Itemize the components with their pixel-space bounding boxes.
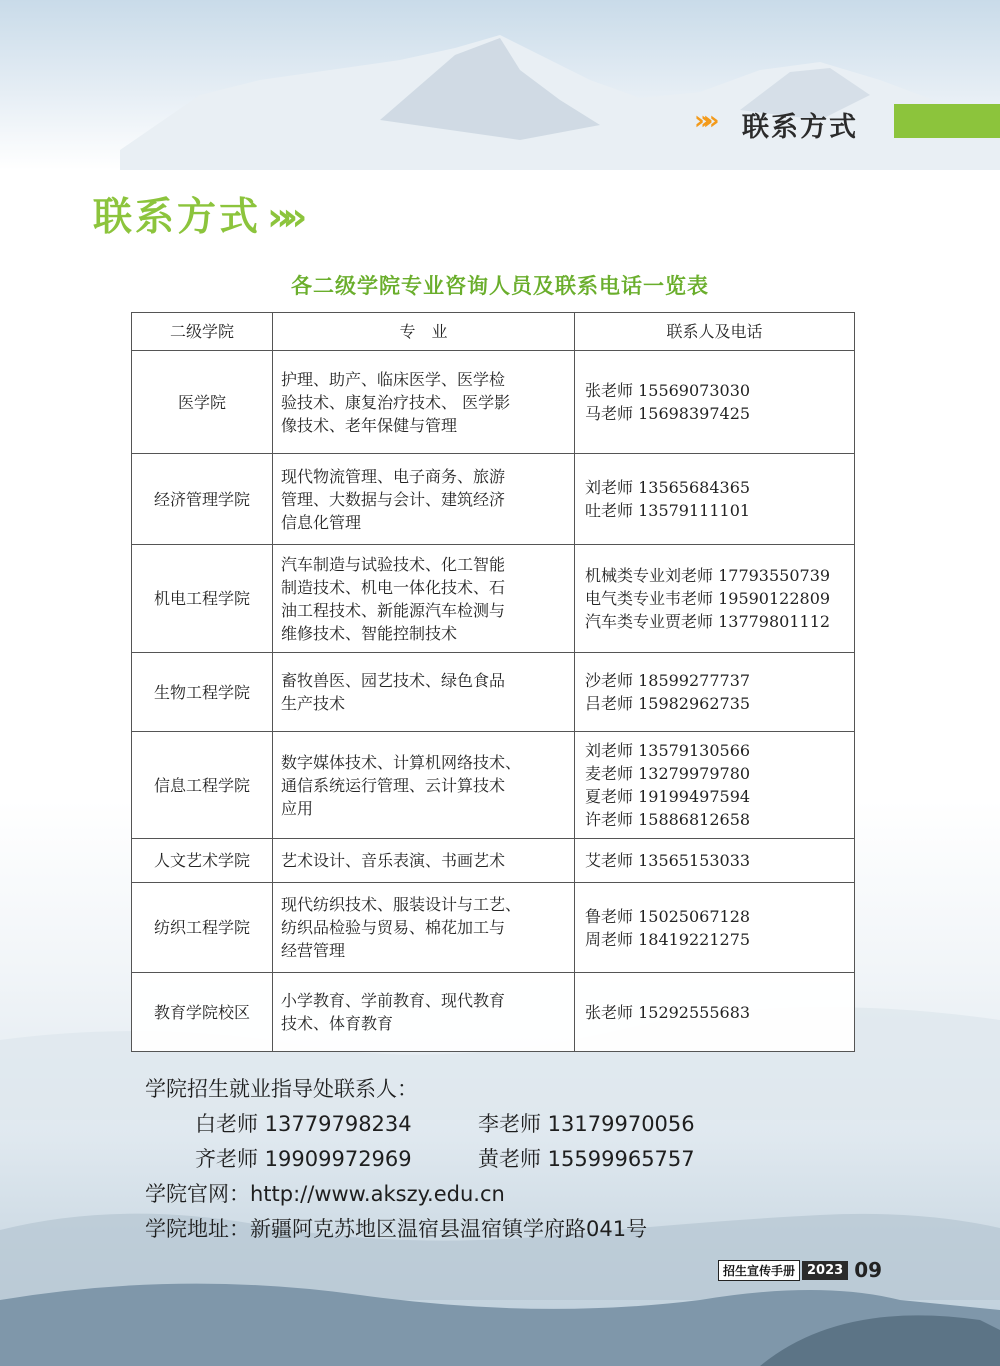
contact-line: 张老师 15292555683 bbox=[585, 1002, 751, 1022]
contact-cell bbox=[575, 732, 855, 839]
contact-line: 艾老师 13565153033 bbox=[585, 851, 751, 870]
major-line: 通信系统运行管理、云计算技术 bbox=[281, 775, 506, 795]
major-cell bbox=[273, 883, 575, 973]
contact-cell bbox=[575, 351, 855, 454]
major-cell bbox=[273, 732, 575, 839]
major-line: 现代物流管理、电子商务、旅游 bbox=[281, 466, 506, 486]
major-line: 艺术设计、音乐表演、书画艺术 bbox=[281, 851, 506, 870]
booklet-label: 招生宣传手册 bbox=[718, 1260, 800, 1281]
contact-cell bbox=[575, 653, 855, 732]
major-line: 验技术、康复治疗技术、 医学影 bbox=[281, 392, 511, 412]
table-row bbox=[132, 973, 855, 1052]
table-row bbox=[132, 883, 855, 973]
page-footer-mark bbox=[718, 1259, 882, 1281]
contact-line: 麦老师 13279979780 bbox=[585, 764, 751, 783]
major-line: 应用 bbox=[281, 798, 314, 818]
section-tab bbox=[690, 104, 1000, 143]
major-cell bbox=[273, 973, 575, 1052]
major-line: 技术、体育教育 bbox=[281, 1014, 394, 1033]
admissions-contact-block bbox=[145, 1072, 695, 1247]
major-line: 信息化管理 bbox=[281, 512, 362, 532]
chevron-right-icon: »» bbox=[694, 106, 712, 136]
contact-line: 马老师 15698397425 bbox=[585, 404, 751, 423]
major-line: 现代纺织技术、服装设计与工艺、 bbox=[281, 895, 522, 914]
contact-person: 白老师 13779798234 bbox=[195, 1112, 412, 1136]
major-cell bbox=[273, 653, 575, 732]
college-cell: 教育学院校区 bbox=[132, 973, 273, 1052]
table-header-row bbox=[132, 313, 855, 351]
contact-line: 周老师 18419221275 bbox=[585, 929, 751, 949]
major-line: 生产技术 bbox=[281, 694, 346, 713]
contact-cell bbox=[575, 454, 855, 545]
table-row bbox=[132, 454, 855, 545]
contact-person: 李老师 13179970056 bbox=[478, 1112, 695, 1136]
major-line: 护理、助产、临床医学、医学检 bbox=[281, 369, 506, 389]
contact-line: 刘老师 13579130566 bbox=[585, 741, 751, 760]
college-cell: 经济管理学院 bbox=[132, 454, 273, 545]
major-line: 油工程技术、新能源汽车检测与 bbox=[281, 600, 506, 620]
major-line: 数字媒体技术、计算机网络技术、 bbox=[281, 752, 522, 772]
major-line: 像技术、老年保健与管理 bbox=[281, 415, 458, 435]
major-line: 汽车制造与试验技术、化工智能 bbox=[281, 554, 506, 574]
college-cell: 机电工程学院 bbox=[132, 545, 273, 653]
college-cell: 生物工程学院 bbox=[132, 653, 273, 732]
contact-line: 许老师 15886812658 bbox=[585, 810, 751, 829]
table-row bbox=[132, 351, 855, 454]
contact-line: 汽车类专业贾老师 13779801112 bbox=[585, 612, 831, 631]
contact-person: 齐老师 19909972969 bbox=[195, 1147, 412, 1171]
office-label: 学院招生就业指导处联系人： bbox=[145, 1077, 418, 1101]
chevron-right-icon: »» bbox=[267, 195, 298, 240]
table-row bbox=[132, 839, 855, 883]
major-line: 维修技术、智能控制技术 bbox=[281, 623, 458, 643]
address-line: 学院地址：新疆阿克苏地区温宿县温宿镇学府路041号 bbox=[145, 1217, 648, 1241]
contact-line: 吐老师 13579111101 bbox=[585, 501, 751, 520]
table-row bbox=[132, 732, 855, 839]
page-number: 09 bbox=[854, 1258, 883, 1282]
contact-line: 刘老师 13565684365 bbox=[585, 478, 751, 497]
contact-line: 鲁老师 15025067128 bbox=[585, 906, 751, 926]
contact-cell bbox=[575, 883, 855, 973]
column-header: 二级学院 bbox=[132, 313, 273, 351]
major-cell bbox=[273, 545, 575, 653]
college-cell: 信息工程学院 bbox=[132, 732, 273, 839]
table-title: 各二级学院专业咨询人员及联系电话一览表 bbox=[291, 274, 709, 298]
contact-row bbox=[145, 1142, 695, 1177]
contacts-table bbox=[131, 312, 855, 1052]
column-header: 联系人及电话 bbox=[575, 313, 855, 351]
major-line: 经营管理 bbox=[281, 941, 346, 960]
contact-line: 机械类专业刘老师 17793550739 bbox=[585, 566, 831, 585]
major-line: 畜牧兽医、园艺技术、绿色食品 bbox=[281, 671, 506, 690]
contact-line: 夏老师 19199497594 bbox=[585, 787, 751, 806]
contact-row bbox=[145, 1107, 695, 1142]
contact-cell bbox=[575, 839, 855, 883]
contact-line: 沙老师 18599277737 bbox=[585, 671, 751, 690]
page-title: 联系方式 bbox=[93, 195, 262, 240]
major-line: 制造技术、机电一体化技术、石 bbox=[281, 577, 506, 597]
table-row bbox=[132, 653, 855, 732]
college-cell: 纺织工程学院 bbox=[132, 883, 273, 973]
contact-cell bbox=[575, 973, 855, 1052]
college-cell: 人文艺术学院 bbox=[132, 839, 273, 883]
college-cell: 医学院 bbox=[132, 351, 273, 454]
major-cell bbox=[273, 839, 575, 883]
tab-accent-bar bbox=[894, 104, 1000, 138]
website-line[interactable]: 学院官网：http://www.akszy.edu.cn bbox=[145, 1182, 505, 1206]
page-heading bbox=[93, 186, 297, 242]
major-line: 管理、大数据与会计、建筑经济 bbox=[281, 489, 506, 509]
major-cell bbox=[273, 351, 575, 454]
contact-person: 黄老师 15599965757 bbox=[478, 1147, 695, 1171]
contact-cell bbox=[575, 545, 855, 653]
major-cell bbox=[273, 454, 575, 545]
tab-label: 联系方式 bbox=[742, 112, 858, 143]
column-header: 专 业 bbox=[273, 313, 575, 351]
major-line: 小学教育、学前教育、现代教育 bbox=[281, 991, 506, 1010]
contact-line: 电气类专业韦老师 19590122809 bbox=[585, 589, 831, 608]
table-row bbox=[132, 545, 855, 653]
contact-line: 张老师 15569073030 bbox=[585, 381, 751, 400]
major-line: 纺织品检验与贸易、棉花加工与 bbox=[281, 918, 506, 937]
contact-line: 吕老师 15982962735 bbox=[585, 694, 751, 713]
year-badge: 2023 bbox=[802, 1261, 848, 1280]
